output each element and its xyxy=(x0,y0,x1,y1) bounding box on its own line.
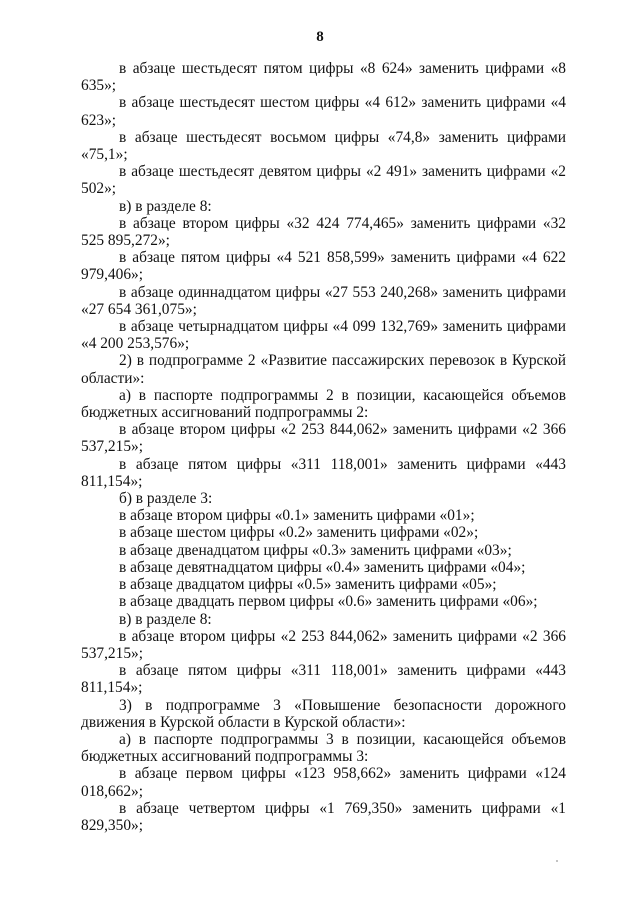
paragraph: в абзаце двадцать первом цифры «0.6» заменить цифрами «06»; xyxy=(119,593,538,611)
paragraph: в абзаце одиннадцатом цифры «27 553 240,268» заменить цифрами «27 654 361,075»; xyxy=(81,283,566,318)
paragraph: 2) в подпрограмме 2 «Развитие пассажирских перевозок в Курской области»: xyxy=(81,352,566,387)
paragraph: 3) в подпрограмме 3 «Повышение безопасности дорожного движения в Курской области в Курской области»: xyxy=(81,696,566,731)
paragraph: в абзаце втором цифры «2 253 844,062» заменить цифрами «2 366 537,215»; xyxy=(81,627,566,662)
paragraph: в абзаце пятом цифры «311 118,001» заменить цифрами «443 811,154»; xyxy=(81,662,566,697)
document-body xyxy=(81,60,566,834)
paragraph: в абзаце шестьдесят шестом цифры «4 612» заменить цифрами «4 623»; xyxy=(81,94,566,129)
paragraph: б) в разделе 3: xyxy=(119,490,213,508)
paragraph: в абзаце втором цифры «32 424 774,465» заменить цифрами «32 525 895,272»; xyxy=(81,214,566,250)
paragraph: в абзаце девятнадцатом цифры «0.4» заменить цифрами «04»; xyxy=(119,558,526,576)
paragraph: в абзаце шестьдесят пятом цифры «8 624» заменить цифрами «8 635»; xyxy=(81,60,566,95)
paragraph: в абзаце втором цифры «2 253 844,062» заменить цифрами «2 366 537,215»; xyxy=(81,421,566,456)
paragraph: в абзаце втором цифры «0.1» заменить цифрами «01»; xyxy=(119,507,475,525)
paragraph: в) в разделе 8: xyxy=(119,197,212,215)
paragraph: в абзаце шестом цифры «0.2» заменить цифрами «02»; xyxy=(119,524,479,542)
paragraph: в абзаце четвертом цифры «1 769,350» заменить цифрами «1 829,350»; xyxy=(81,799,566,834)
paragraph: в абзаце пятом цифры «4 521 858,599» заменить цифрами «4 622 979,406»; xyxy=(81,249,566,284)
paragraph: в абзаце шестьдесят девятом цифры «2 491» заменить цифрами «2 502»; xyxy=(81,163,566,198)
page-number: 8 xyxy=(316,29,324,45)
paragraph: в абзаце первом цифры «123 958,662» заменить цифрами «124 018,662»; xyxy=(81,765,566,800)
scan-artifact xyxy=(556,860,558,862)
paragraph: в) в разделе 8: xyxy=(119,610,212,628)
paragraph: а) в паспорте подпрограммы 3 в позиции, касающейся объемов бюджетных ассигнований подпрограммы 3: xyxy=(81,730,566,766)
paragraph: в абзаце пятом цифры «311 118,001» заменить цифрами «443 811,154»; xyxy=(81,455,566,490)
paragraph: в абзаце двадцатом цифры «0.5» заменить цифрами «05»; xyxy=(119,576,497,594)
paragraph: а) в паспорте подпрограммы 2 в позиции, касающейся объемов бюджетных ассигнований подпрограммы 2: xyxy=(81,386,566,422)
paragraph: в абзаце двенадцатом цифры «0.3» заменить цифрами «03»; xyxy=(119,541,512,559)
paragraph: в абзаце шестьдесят восьмом цифры «74,8» заменить цифрами «75,1»; xyxy=(81,128,566,164)
paragraph: в абзаце четырнадцатом цифры «4 099 132,769» заменить цифрами «4 200 253,576»; xyxy=(81,318,566,353)
